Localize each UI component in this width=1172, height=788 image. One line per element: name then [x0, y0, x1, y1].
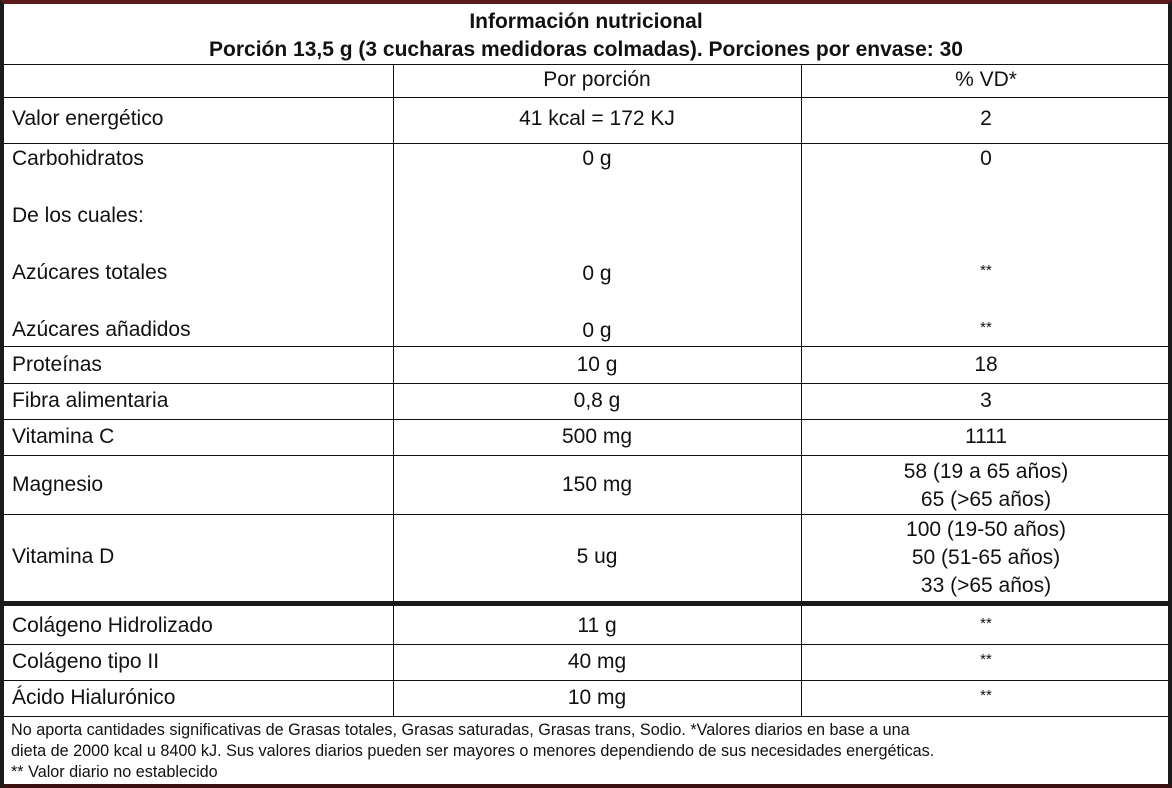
rule	[4, 64, 1168, 65]
serving-info: Porción 13,5 g (3 cucharas medidoras colmadas). Porciones por envase: 30	[209, 38, 963, 61]
rule	[4, 97, 1168, 98]
row-label-carbs: Carbohidratos	[12, 147, 144, 170]
row-label-hyaluronic-acid: Ácido Hialurónico	[12, 686, 176, 709]
rule	[4, 680, 1168, 681]
rule	[4, 644, 1168, 645]
row-dv-vitamin-d-1: 100 (19-50 años)	[906, 518, 1066, 541]
row-label-energy: Valor energético	[12, 107, 164, 130]
row-amount-collagen-type2: 40 mg	[567, 650, 627, 673]
row-amount-protein: 10 g	[576, 353, 618, 376]
row-label-sugars-total: Azúcares totales	[12, 261, 168, 284]
row-dv-fiber: 3	[980, 389, 992, 412]
rule	[4, 346, 1168, 347]
row-label-protein: Proteínas	[12, 353, 102, 376]
section-divider	[4, 601, 1168, 606]
rule	[4, 455, 1168, 456]
row-dv-sugars-added: **	[980, 319, 992, 336]
row-amount-collagen-hydrolyzed: 11 g	[577, 614, 617, 637]
row-amount-sugars-total: 0 g	[582, 262, 612, 285]
table-title: Información nutricional	[469, 10, 703, 33]
row-dv-carbs: 0	[980, 147, 992, 170]
row-amount-vitamin-d: 5 ug	[576, 545, 618, 568]
row-amount-energy: 41 kcal = 172 KJ	[519, 107, 675, 130]
row-dv-vitamin-c: 1111	[964, 425, 1008, 448]
row-dv-hyaluronic-acid: **	[980, 687, 992, 704]
footnote-line-1: No aporta cantidades significativas de Grasas totales, Grasas saturadas, Grasas trans, Sodio. *Valores diarios en base a una	[11, 721, 910, 739]
rule	[4, 143, 1168, 144]
row-label-collagen-hydrolyzed: Colágeno Hidrolizado	[12, 614, 213, 637]
footnote	[11, 720, 1162, 783]
rule	[4, 716, 1168, 717]
footnote-line-2: dieta de 2000 kcal u 8400 kJ. Sus valores diarios pueden ser mayores o menores dependiendo de sus necesidades energéticas.	[11, 742, 935, 760]
row-dv-collagen-type2: **	[980, 651, 992, 668]
row-label-magnesium: Magnesio	[12, 473, 104, 496]
row-label-collagen-type2: Colágeno tipo II	[12, 650, 160, 673]
row-dv-vitamin-d-3: 33 (>65 años)	[920, 574, 1052, 597]
row-dv-collagen-hydrolyzed: **	[980, 615, 992, 632]
row-dv-vitamin-d-2: 50 (51-65 años)	[911, 546, 1061, 569]
row-amount-magnesium: 150 mg	[561, 473, 633, 496]
row-dv-sugars-total: **	[980, 262, 992, 279]
row-label-sugars-added: Azúcares añadidos	[12, 318, 191, 341]
row-label-fiber: Fibra alimentaria	[12, 389, 169, 412]
row-dv-protein: 18	[974, 353, 998, 376]
row-dv-energy: 2	[980, 107, 992, 130]
row-amount-sugars-added: 0 g	[582, 319, 612, 342]
row-label-vitamin-c: Vitamina C	[12, 425, 115, 448]
table-header	[4, 8, 1168, 64]
column-header-dv: % VD*	[955, 68, 1017, 91]
row-label-of-which: De los cuales:	[12, 204, 144, 227]
row-amount-hyaluronic-acid: 10 mg	[567, 686, 627, 709]
rule	[4, 383, 1168, 384]
row-dv-magnesium-2: 65 (>65 años)	[920, 488, 1052, 511]
rule	[4, 419, 1168, 420]
row-amount-carbs: 0 g	[582, 147, 612, 170]
rule	[4, 514, 1168, 515]
row-amount-fiber: 0,8 g	[573, 389, 621, 412]
row-dv-magnesium-1: 58 (19 a 65 años)	[903, 460, 1069, 483]
column-header-per-serving: Por porción	[543, 68, 651, 91]
row-label-vitamin-d: Vitamina D	[12, 545, 115, 568]
row-amount-vitamin-c: 500 mg	[561, 425, 633, 448]
footnote-line-3: ** Valor diario no establecido	[11, 763, 218, 781]
